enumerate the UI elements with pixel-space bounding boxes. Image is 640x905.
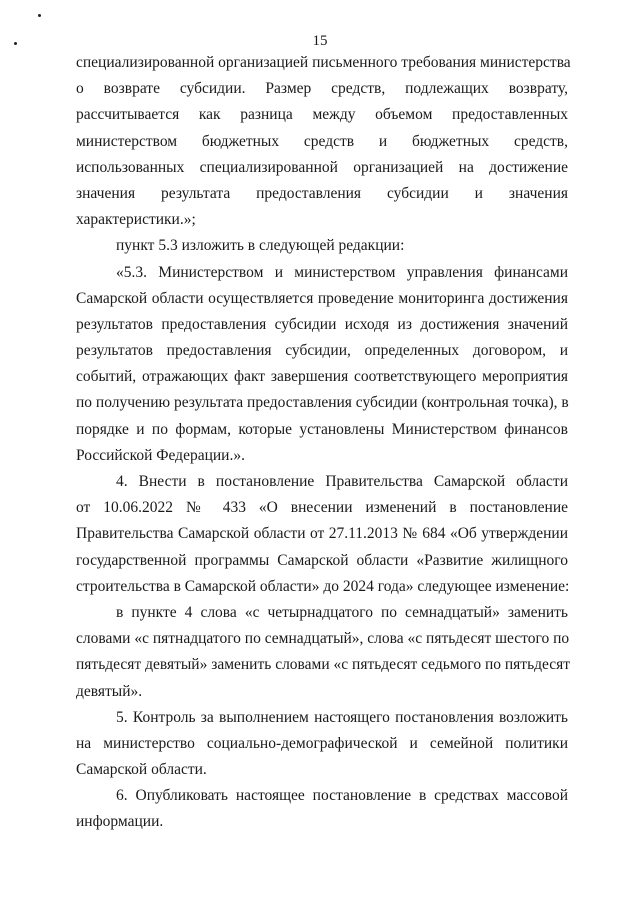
paragraph [76,260,568,470]
text-line: министерством бюджетных средств и бюджетных средств, [76,132,568,150]
text-line: 4. Внести в постановление Правительства Самарской области [116,473,568,490]
text-line: Самарской области. [76,761,207,779]
text-line: событий, отражающих факт завершения соответствующего мероприятия [76,368,568,386]
paragraph [76,705,568,784]
text-line: в пункте 4 слова «с четырнадцатого по семнадцатый» заменить [116,603,568,621]
text-line: 5. Контроль за выполнением настоящего постановления возложить [116,708,568,726]
text-line: о возврате субсидии. Размер средств, подлежащих возврату, [76,80,568,98]
text-line: государственной программы Самарской области «Развитие жилищного [76,551,568,569]
paragraph [76,50,571,233]
document-body [76,50,571,836]
text-line: значения результата предоставления субсидии и значения [76,184,568,202]
text-line: Российской Федерации.». [76,446,245,464]
text-line: от 10.06.2022 № 433 «О внесении изменений в постановление [76,499,568,517]
paragraph [76,783,568,835]
scan-speck [38,14,41,17]
text-line: информации. [76,813,164,831]
text-line: использованных специализированной организацией на достижение [76,158,568,176]
text-line: девятый». [76,682,143,700]
text-line: «5.3. Министерством и министерством управления финансами [116,263,568,281]
text-line: Правительства Самарской области от 27.11.2013 № 684 «Об утверждении [76,525,568,543]
text-line: результатов предоставления субсидии, определенных договором, и [76,342,568,360]
text-line: пятьдесят девятый» заменить словами «с пятьдесят седьмого по пятьдесят [76,656,571,674]
page-number: 15 [312,33,328,49]
text-line: на министерство социально-демографической и семейной политики [76,734,568,752]
text-line: специализированной организацией письменного требования министерства [76,54,571,71]
text-line: результатов предоставления субсидии исходя из достижения значений [76,315,568,333]
paragraph [76,233,568,259]
text-line: по получению результата предоставления субсидии (контрольная точка), в [76,394,569,412]
text-line: Самарской области осуществляется проведение мониторинга достижения [76,289,568,307]
paragraph [76,600,571,705]
text-line: строительства в Самарской области» до 2024 года» следующее изменение: [76,577,570,595]
text-line: порядке и по формам, которые установлены Министерством финансов [76,420,568,438]
paragraph [76,469,568,600]
text-line: пункт 5.3 изложить в следующей редакции: [116,237,405,255]
text-line: 6. Опубликовать настоящее постановление в средствах массовой [116,787,568,805]
text-line: словами «с пятнадцатого по семнадцатый», слова «с пятьдесят шестого по [76,630,570,648]
text-line: рассчитывается как разница между объемом предоставленных [76,106,568,124]
text-line: характеристики.»; [76,211,196,229]
